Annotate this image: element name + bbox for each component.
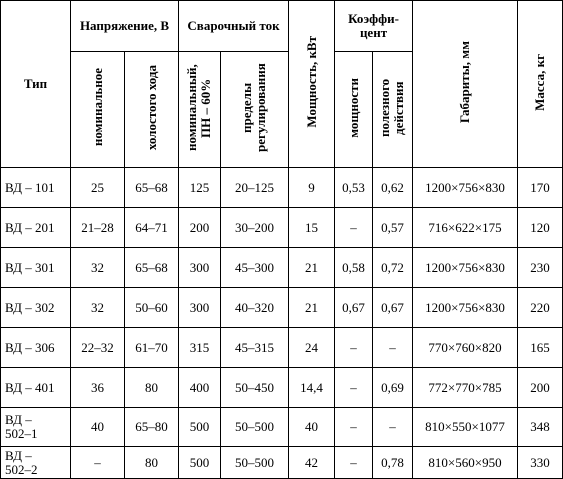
header-coefficient: Коэффи-цент <box>335 1 413 52</box>
header-power <box>289 1 335 168</box>
cell-i-nom: 300 <box>179 288 221 328</box>
header-dimensions-label: Габариты, мм <box>457 40 473 124</box>
header-coef-efficiency <box>373 52 413 168</box>
cell-i-nom: 125 <box>179 168 221 208</box>
cell-i-range: 50–500 <box>221 408 289 447</box>
header-coef-power <box>335 52 373 168</box>
header-voltage-nominal-label: номинальное <box>89 68 105 147</box>
header-current-range <box>221 52 289 168</box>
cell-v-idle: 80 <box>125 447 179 479</box>
cell-v-nom: 22–32 <box>71 328 125 368</box>
cell-eff: 0,72 <box>373 248 413 288</box>
cell-v-nom: 32 <box>71 288 125 328</box>
header-voltage-idle-label: холостого хода <box>143 64 159 151</box>
cell-mass: 330 <box>518 447 563 479</box>
table-row <box>1 447 563 479</box>
header-current-nominal <box>179 52 221 168</box>
table-row <box>1 208 563 248</box>
cell-v-nom: 36 <box>71 368 125 408</box>
cell-i-nom: 300 <box>179 248 221 288</box>
cell-dims: 770×760×820 <box>413 328 518 368</box>
cell-type: ВД – 302 <box>1 288 71 328</box>
cell-cos: – <box>335 208 373 248</box>
cell-power: 15 <box>289 208 335 248</box>
cell-i-nom: 500 <box>179 408 221 447</box>
table-row <box>1 408 563 447</box>
cell-power: 14,4 <box>289 368 335 408</box>
cell-v-idle: 64–71 <box>125 208 179 248</box>
cell-v-idle: 50–60 <box>125 288 179 328</box>
cell-dims: 1200×756×830 <box>413 248 518 288</box>
cell-eff: – <box>373 328 413 368</box>
cell-eff: 0,67 <box>373 288 413 328</box>
cell-mass: 120 <box>518 208 563 248</box>
cell-v-idle: 65–68 <box>125 248 179 288</box>
header-mass-label: Масса, кг <box>532 53 548 111</box>
cell-i-range: 20–125 <box>221 168 289 208</box>
cell-type: ВД – 306 <box>1 328 71 368</box>
cell-type: ВД – 301 <box>1 248 71 288</box>
cell-v-idle: 80 <box>125 368 179 408</box>
header-current: Сварочный ток <box>179 1 289 52</box>
cell-mass: 165 <box>518 328 563 368</box>
table-row <box>1 288 563 328</box>
table-row <box>1 368 563 408</box>
cell-dims: 1200×756×830 <box>413 288 518 328</box>
cell-cos: – <box>335 368 373 408</box>
table-row <box>1 328 563 368</box>
cell-cos: – <box>335 328 373 368</box>
header-mass <box>518 1 563 168</box>
cell-type: ВД – 101 <box>1 168 71 208</box>
cell-eff: 0,57 <box>373 208 413 248</box>
table-row <box>1 168 563 208</box>
cell-type: ВД – 401 <box>1 368 71 408</box>
cell-power: 21 <box>289 248 335 288</box>
cell-v-nom: 25 <box>71 168 125 208</box>
cell-v-nom: – <box>71 447 125 479</box>
cell-dims: 810×550×1077 <box>413 408 518 447</box>
cell-type-line1: ВД – <box>5 447 32 463</box>
cell-mass: 200 <box>518 368 563 408</box>
cell-power: 24 <box>289 328 335 368</box>
cell-eff: – <box>373 408 413 447</box>
cell-mass: 230 <box>518 248 563 288</box>
cell-type <box>1 408 71 447</box>
cell-i-nom: 200 <box>179 208 221 248</box>
cell-type-line2: 502–2 <box>5 461 38 477</box>
cell-type-line1: ВД – <box>5 412 32 427</box>
header-current-nominal-label: номинальный, ПН – 60% <box>183 64 213 151</box>
cell-v-idle: 65–68 <box>125 168 179 208</box>
cell-i-range: 50–450 <box>221 368 289 408</box>
cell-type-line2: 502–1 <box>5 426 38 441</box>
header-coef-efficiency-label: полезного действия <box>376 78 406 137</box>
header-current-range-label: пределы регулирования <box>238 63 268 152</box>
cell-cos: 0,53 <box>335 168 373 208</box>
cell-v-nom: 40 <box>71 408 125 447</box>
cell-power: 40 <box>289 408 335 447</box>
cell-mass: 220 <box>518 288 563 328</box>
header-voltage-idle <box>125 52 179 168</box>
cell-i-nom: 315 <box>179 328 221 368</box>
cell-mass: 348 <box>518 408 563 447</box>
cell-v-idle: 61–70 <box>125 328 179 368</box>
cell-type <box>1 447 71 479</box>
cell-mass: 170 <box>518 168 563 208</box>
cell-cos: 0,58 <box>335 248 373 288</box>
header-type: Тип <box>1 1 71 168</box>
cell-power: 9 <box>289 168 335 208</box>
cell-v-idle: 65–80 <box>125 408 179 447</box>
cell-type: ВД – 201 <box>1 208 71 248</box>
cell-power: 42 <box>289 447 335 479</box>
cell-i-range: 50–500 <box>221 447 289 479</box>
header-power-label: Мощность, кВт <box>303 36 319 128</box>
cell-dims: 810×560×950 <box>413 447 518 479</box>
cell-i-range: 30–200 <box>221 208 289 248</box>
cell-cos: – <box>335 447 373 479</box>
cell-dims: 716×622×175 <box>413 208 518 248</box>
header-voltage-nominal <box>71 52 125 168</box>
header-coef-power-label: мощности <box>345 77 361 138</box>
cell-i-range: 45–300 <box>221 248 289 288</box>
cell-dims: 1200×756×830 <box>413 168 518 208</box>
header-dimensions <box>413 1 518 168</box>
table-row <box>1 248 563 288</box>
header-voltage: Напряжение, В <box>71 1 179 52</box>
cell-i-range: 40–320 <box>221 288 289 328</box>
cell-v-nom: 32 <box>71 248 125 288</box>
cell-cos: 0,67 <box>335 288 373 328</box>
cell-eff: 0,62 <box>373 168 413 208</box>
cell-power: 21 <box>289 288 335 328</box>
cell-i-range: 45–315 <box>221 328 289 368</box>
cell-eff: 0,69 <box>373 368 413 408</box>
cell-i-nom: 400 <box>179 368 221 408</box>
cell-eff: 0,78 <box>373 447 413 479</box>
cell-v-nom: 21–28 <box>71 208 125 248</box>
cell-dims: 772×770×785 <box>413 368 518 408</box>
cell-cos: – <box>335 408 373 447</box>
cell-i-nom: 500 <box>179 447 221 479</box>
